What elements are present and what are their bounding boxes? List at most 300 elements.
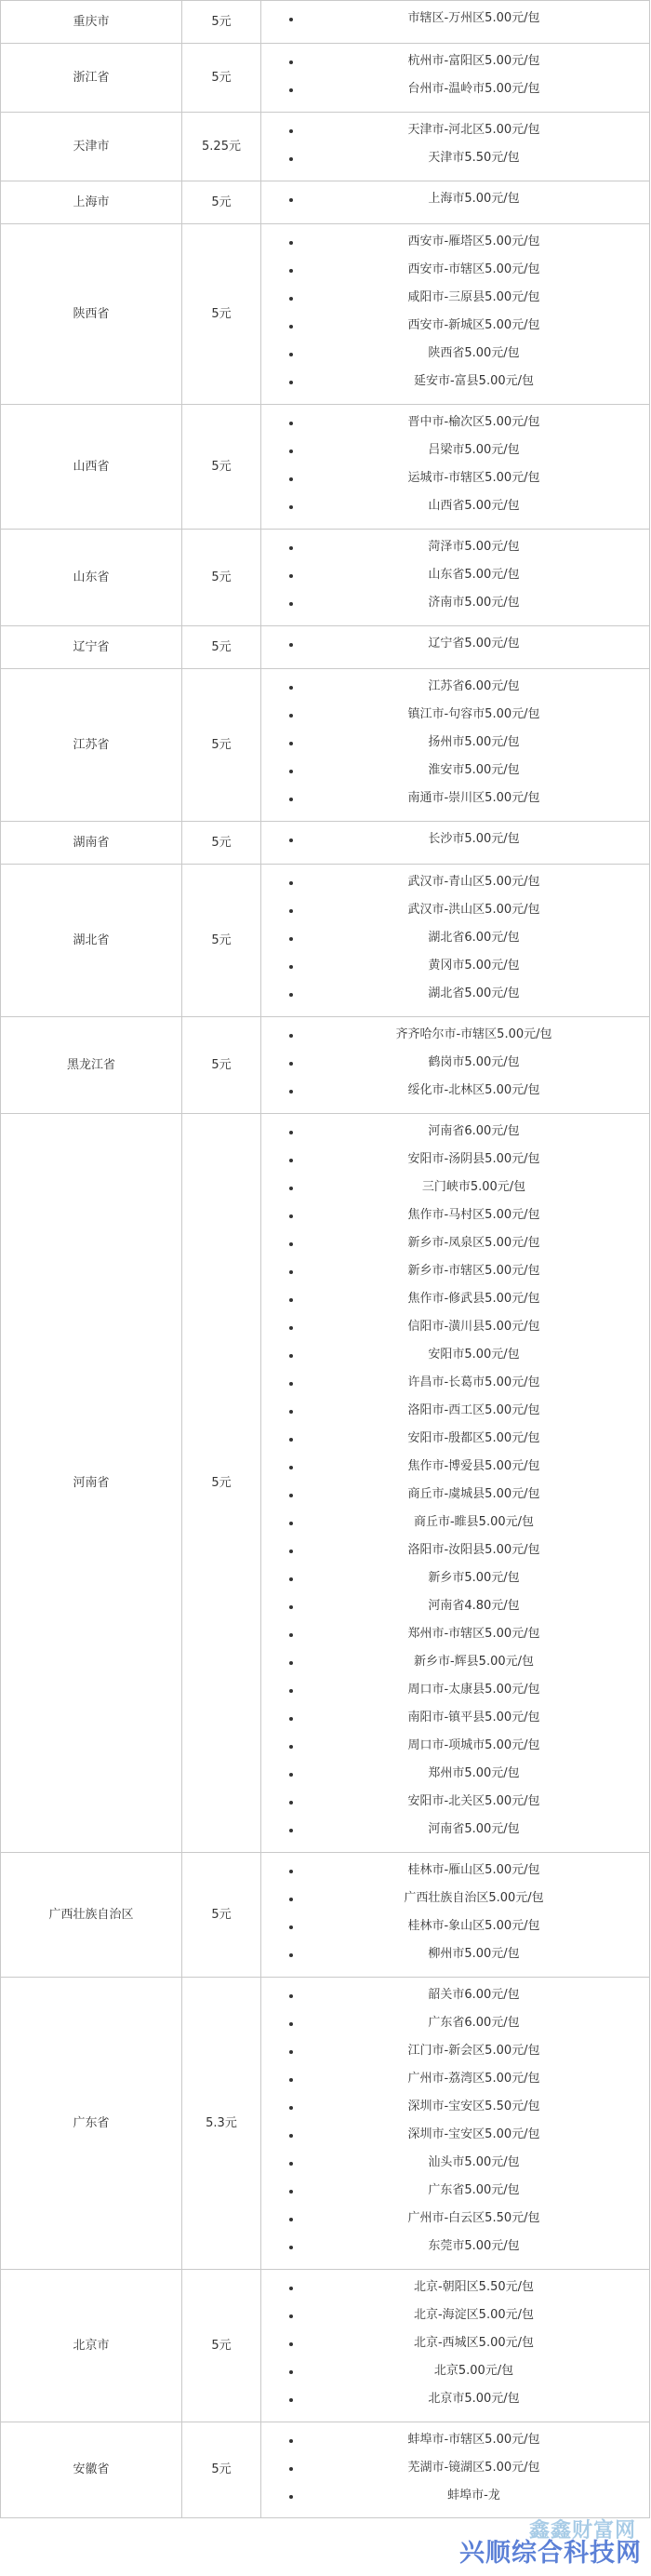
price-cell <box>182 113 261 181</box>
bullet-icon <box>289 1661 293 1665</box>
list-item <box>261 1021 649 1049</box>
average-price: 5元 <box>211 570 232 584</box>
bullet-icon <box>289 1577 293 1581</box>
bullet-icon <box>289 1326 293 1330</box>
location-price: 武汉市-青山区5.00元/包 <box>407 875 540 889</box>
location-price: 西安市-雁塔区5.00元/包 <box>407 235 540 248</box>
table-row <box>0 2269 650 2422</box>
location-price: 焦作市-马村区5.00元/包 <box>407 1208 540 1222</box>
list-item <box>261 75 649 103</box>
province-name: 安徽省 <box>73 2462 110 2476</box>
list-item <box>261 1509 649 1536</box>
list-item <box>261 2009 649 2037</box>
province-name: 北京市 <box>73 2338 110 2353</box>
bullet-icon <box>289 2218 293 2221</box>
province-cell <box>1 405 182 529</box>
province-name: 广东省 <box>73 2115 110 2130</box>
list-item <box>261 589 649 617</box>
location-price: 焦作市-博爱县5.00元/包 <box>407 1459 540 1473</box>
list-item <box>261 1536 649 1564</box>
province-cell <box>1 865 182 1016</box>
table-row <box>0 1977 650 2269</box>
list-item <box>261 2357 649 2385</box>
location-price: 深圳市-宝安区5.00元/包 <box>407 2127 540 2141</box>
location-price: 焦作市-修武县5.00元/包 <box>407 1292 540 1306</box>
location-price: 桂林市-雁山区5.00元/包 <box>407 1863 540 1877</box>
list-item <box>261 492 649 520</box>
location-price: 南通市-崇川区5.00元/包 <box>407 791 540 805</box>
bullet-icon <box>289 1298 293 1302</box>
list-item <box>261 1704 649 1732</box>
list-item <box>261 368 649 396</box>
list-item <box>261 464 649 492</box>
bullet-icon <box>289 2467 293 2471</box>
list-item <box>261 1077 649 1105</box>
list-item <box>261 1564 649 1592</box>
list-item <box>261 144 649 172</box>
location-price: 商丘市-睢县5.00元/包 <box>413 1515 535 1529</box>
price-cell <box>182 1978 261 2269</box>
bullet-icon <box>289 1994 293 1998</box>
list-item <box>261 630 649 658</box>
price-cell <box>182 626 261 668</box>
location-price: 广东省6.00元/包 <box>428 2016 520 2030</box>
location-price: 市辖区-万州区5.00元/包 <box>407 11 540 25</box>
bullet-icon <box>289 1131 293 1134</box>
list-item <box>261 1857 649 1885</box>
list-item <box>261 116 649 144</box>
table-row <box>0 223 650 404</box>
location-price: 信阳市-潢川县5.00元/包 <box>407 1320 540 1334</box>
locations-cell <box>261 2270 649 2422</box>
province-cell <box>1 1114 182 1852</box>
location-price: 蚌埠市-市辖区5.00元/包 <box>407 2433 540 2447</box>
location-price: 上海市5.00元/包 <box>428 192 520 206</box>
average-price: 5.25元 <box>202 139 241 154</box>
locations-cell <box>261 224 649 404</box>
list-item <box>261 1592 649 1620</box>
province-name: 湖南省 <box>73 835 110 850</box>
price-cell <box>182 1853 261 1977</box>
location-price: 河南省4.80元/包 <box>428 1599 520 1613</box>
bullet-icon <box>289 88 293 92</box>
location-price: 北京5.00元/包 <box>433 2364 514 2378</box>
location-price: 周口市-太康县5.00元/包 <box>407 1683 540 1697</box>
bullet-icon <box>289 2190 293 2194</box>
list-item <box>261 561 649 589</box>
bullet-icon <box>289 157 293 161</box>
list-item <box>261 1481 649 1509</box>
location-price: 齐齐哈尔市-市辖区5.00元/包 <box>395 1027 552 1041</box>
bullet-icon <box>289 1354 293 1358</box>
location-price: 菏泽市5.00元/包 <box>428 540 520 554</box>
list-item <box>261 2482 649 2510</box>
list-item <box>261 1146 649 1174</box>
bullet-icon <box>289 574 293 578</box>
bullet-icon <box>289 686 293 690</box>
bullet-icon <box>289 1410 293 1414</box>
location-price: 武汉市-洪山区5.00元/包 <box>407 903 540 917</box>
province-cell <box>1 669 182 821</box>
location-price: 淮安市5.00元/包 <box>428 763 520 777</box>
price-cell <box>182 530 261 625</box>
average-price: 5元 <box>211 2462 232 2476</box>
location-price: 延安市-富县5.00元/包 <box>413 374 535 388</box>
average-price: 5元 <box>211 737 232 752</box>
list-item <box>261 2177 649 2205</box>
price-cell <box>182 224 261 404</box>
bullet-icon <box>289 1090 293 1093</box>
location-price: 洛阳市-汝阳县5.00元/包 <box>407 1543 540 1557</box>
province-cell <box>1 181 182 223</box>
bullet-icon <box>289 198 293 202</box>
bullet-icon <box>289 2439 293 2443</box>
list-item <box>261 340 649 368</box>
table-row <box>0 625 650 668</box>
price-cell <box>182 865 261 1016</box>
location-price: 桂林市-象山区5.00元/包 <box>407 1919 540 1933</box>
bullet-icon <box>289 2370 293 2374</box>
province-name: 山东省 <box>73 570 110 584</box>
bullet-icon <box>289 2342 293 2346</box>
average-price: 5元 <box>211 1057 232 1072</box>
table-row <box>0 112 650 181</box>
average-price: 5元 <box>211 459 232 474</box>
list-item <box>261 1341 649 1369</box>
bullet-icon <box>289 2246 293 2249</box>
list-item <box>261 2329 649 2357</box>
list-item <box>261 2385 649 2413</box>
bullet-icon <box>289 1689 293 1693</box>
price-cell <box>182 181 261 223</box>
bullet-icon <box>289 1062 293 1066</box>
location-price: 新乡市-市辖区5.00元/包 <box>407 1264 540 1278</box>
list-item <box>261 436 649 464</box>
table-row <box>0 0 650 43</box>
list-item <box>261 1620 649 1648</box>
province-name: 天津市 <box>73 139 110 154</box>
bullet-icon <box>289 742 293 745</box>
locations-cell <box>261 44 649 112</box>
location-price: 湖北省5.00元/包 <box>428 986 520 1000</box>
location-price: 柳州市5.00元/包 <box>428 1947 520 1961</box>
province-cell <box>1 626 182 668</box>
location-price: 广东省5.00元/包 <box>428 2183 520 2197</box>
table-row <box>0 2422 650 2518</box>
province-cell <box>1 1 182 43</box>
list-item <box>261 952 649 980</box>
location-price: 南阳市-镇平县5.00元/包 <box>407 1711 540 1724</box>
bullet-icon <box>289 714 293 718</box>
list-item <box>261 1257 649 1285</box>
list-item <box>261 1885 649 1912</box>
location-price: 汕头市5.00元/包 <box>428 2155 520 2169</box>
location-price: 安阳市-殷都区5.00元/包 <box>407 1431 540 1445</box>
locations-cell <box>261 530 649 625</box>
location-price: 新乡市-辉县5.00元/包 <box>413 1655 535 1669</box>
locations-cell <box>261 1114 649 1852</box>
location-price: 天津市-河北区5.00元/包 <box>407 123 540 137</box>
bullet-icon <box>289 505 293 509</box>
bullet-icon <box>289 643 293 647</box>
province-cell <box>1 1978 182 2269</box>
location-price: 周口市-项城市5.00元/包 <box>407 1738 540 1752</box>
locations-cell <box>261 626 649 668</box>
location-price: 三门峡市5.00元/包 <box>421 1180 526 1194</box>
list-item <box>261 1313 649 1341</box>
average-price: 5.3元 <box>206 2115 237 2130</box>
province-name: 陕西省 <box>73 306 110 321</box>
province-name: 黑龙江省 <box>66 1057 115 1072</box>
location-price: 新乡市5.00元/包 <box>428 1571 520 1585</box>
location-price: 鹤岗市5.00元/包 <box>428 1055 520 1069</box>
bullet-icon <box>289 965 293 969</box>
list-item <box>261 673 649 701</box>
location-price: 北京-西城区5.00元/包 <box>413 2336 535 2350</box>
bullet-icon <box>289 1898 293 1901</box>
location-price: 咸阳市-三原县5.00元/包 <box>407 290 540 304</box>
list-item <box>261 2037 649 2065</box>
table-row <box>0 43 650 112</box>
list-item <box>261 1912 649 1940</box>
average-price: 5元 <box>211 70 232 85</box>
bullet-icon <box>289 2162 293 2166</box>
table-row <box>0 404 650 529</box>
bullet-icon <box>289 1773 293 1777</box>
locations-cell <box>261 669 649 821</box>
bullet-icon <box>289 422 293 425</box>
province-name: 辽宁省 <box>73 639 110 654</box>
location-price: 长沙市5.00元/包 <box>428 832 520 846</box>
locations-cell <box>261 1 649 43</box>
list-item <box>261 924 649 952</box>
list-item <box>261 1788 649 1816</box>
list-item <box>261 729 649 757</box>
province-cell <box>1 2270 182 2422</box>
bullet-icon <box>289 2022 293 2026</box>
list-item <box>261 47 649 75</box>
bullet-icon <box>289 546 293 550</box>
table-row <box>0 529 650 625</box>
bullet-icon <box>289 297 293 301</box>
list-item <box>261 785 649 812</box>
location-price: 西安市-新城区5.00元/包 <box>407 318 540 332</box>
list-item <box>261 2233 649 2261</box>
list-item <box>261 256 649 284</box>
table-row <box>0 1113 650 1852</box>
location-price: 安阳市5.00元/包 <box>428 1348 520 1362</box>
average-price: 5元 <box>211 1907 232 1922</box>
locations-cell <box>261 405 649 529</box>
province-name: 上海市 <box>73 195 110 209</box>
list-item <box>261 2149 649 2177</box>
average-price: 5元 <box>211 14 232 29</box>
bullet-icon <box>289 353 293 356</box>
location-price: 芜湖市-镜湖区5.00元/包 <box>407 2461 540 2475</box>
bullet-icon <box>289 1466 293 1469</box>
location-price: 郑州市5.00元/包 <box>428 1766 520 1780</box>
price-cell <box>182 669 261 821</box>
bullet-icon <box>289 909 293 913</box>
list-item <box>261 2426 649 2454</box>
table-row <box>0 821 650 864</box>
province-name: 山西省 <box>73 459 110 474</box>
list-item <box>261 1201 649 1229</box>
location-price: 河南省5.00元/包 <box>428 1822 520 1836</box>
bullet-icon <box>289 1438 293 1442</box>
bullet-icon <box>289 1214 293 1218</box>
average-price: 5元 <box>211 2338 232 2353</box>
table-row <box>0 181 650 223</box>
location-price: 商丘市-虞城县5.00元/包 <box>407 1487 540 1501</box>
location-price: 山西省5.00元/包 <box>428 499 520 513</box>
average-price: 5元 <box>211 1475 232 1490</box>
bullet-icon <box>289 129 293 133</box>
list-item <box>261 2274 649 2301</box>
locations-cell <box>261 1017 649 1113</box>
location-price: 江苏省6.00元/包 <box>428 679 520 693</box>
watermark <box>432 2515 645 2570</box>
locations-cell <box>261 2422 649 2517</box>
list-item <box>261 1981 649 2009</box>
price-cell <box>182 2422 261 2517</box>
list-item <box>261 1676 649 1704</box>
list-item <box>261 1425 649 1453</box>
bullet-icon <box>289 1522 293 1525</box>
list-item <box>261 825 649 853</box>
bullet-icon <box>289 1870 293 1873</box>
bullet-icon <box>289 2314 293 2318</box>
location-price: 北京市5.00元/包 <box>428 2392 520 2406</box>
locations-cell <box>261 822 649 864</box>
list-item <box>261 1229 649 1257</box>
bullet-icon <box>289 2078 293 2082</box>
location-price: 广州市-荔湾区5.00元/包 <box>407 2072 540 2086</box>
average-price: 5元 <box>211 932 232 947</box>
list-item <box>261 2065 649 2093</box>
bullet-icon <box>289 2398 293 2402</box>
location-price: 新乡市-凤泉区5.00元/包 <box>407 1236 540 1250</box>
list-item <box>261 533 649 561</box>
bullet-icon <box>289 1550 293 1553</box>
watermark-text: 兴顺综合科技网 <box>459 2539 642 2568</box>
province-name: 广西壮族自治区 <box>48 1907 134 1922</box>
list-item <box>261 1285 649 1313</box>
location-price: 天津市5.50元/包 <box>428 151 520 165</box>
price-cell <box>182 1017 261 1113</box>
bullet-icon <box>289 1953 293 1957</box>
location-price: 安阳市-北关区5.00元/包 <box>407 1794 540 1808</box>
list-item <box>261 1453 649 1481</box>
bullet-icon <box>289 2050 293 2054</box>
list-item <box>261 868 649 896</box>
bullet-icon <box>289 839 293 842</box>
bullet-icon <box>289 381 293 384</box>
list-item <box>261 185 649 213</box>
list-item <box>261 757 649 785</box>
location-price: 西安市-市辖区5.00元/包 <box>407 262 540 276</box>
province-cell <box>1 1017 182 1113</box>
location-price: 河南省6.00元/包 <box>428 1124 520 1138</box>
location-price: 辽宁省5.00元/包 <box>428 637 520 651</box>
average-price: 5元 <box>211 306 232 321</box>
list-item <box>261 1118 649 1146</box>
list-item <box>261 896 649 924</box>
province-cell <box>1 1853 182 1977</box>
bullet-icon <box>289 477 293 481</box>
list-item <box>261 1940 649 1968</box>
locations-cell <box>261 865 649 1016</box>
location-price: 北京-海淀区5.00元/包 <box>413 2308 535 2322</box>
bullet-icon <box>289 1034 293 1038</box>
bullet-icon <box>289 1242 293 1246</box>
list-item <box>261 5 649 33</box>
table-row <box>0 1852 650 1977</box>
bullet-icon <box>289 269 293 273</box>
list-item <box>261 1760 649 1788</box>
average-price: 5元 <box>211 639 232 654</box>
location-price: 济南市5.00元/包 <box>428 596 520 610</box>
bullet-icon <box>289 2134 293 2138</box>
watermark-logo: 鑫鑫财富网 <box>528 2519 636 2542</box>
list-item <box>261 701 649 729</box>
bullet-icon <box>289 937 293 941</box>
list-item <box>261 1816 649 1844</box>
bullet-icon <box>289 60 293 64</box>
location-price: 绥化市-北林区5.00元/包 <box>407 1083 540 1097</box>
list-item <box>261 409 649 436</box>
average-price: 5元 <box>211 195 232 209</box>
province-cell <box>1 530 182 625</box>
bullet-icon <box>289 1382 293 1386</box>
list-item <box>261 1174 649 1201</box>
list-item <box>261 2301 649 2329</box>
province-name: 湖北省 <box>73 932 110 947</box>
bullet-icon <box>289 1187 293 1190</box>
location-price: 陕西省5.00元/包 <box>428 346 520 360</box>
bullet-icon <box>289 1270 293 1274</box>
province-name: 重庆市 <box>73 14 110 29</box>
location-price: 郑州市-市辖区5.00元/包 <box>407 1627 540 1641</box>
location-price: 湖北省6.00元/包 <box>428 931 520 945</box>
bullet-icon <box>289 1745 293 1749</box>
bullet-icon <box>289 1925 293 1929</box>
location-price: 吕梁市5.00元/包 <box>428 443 520 457</box>
bullet-icon <box>289 241 293 245</box>
list-item <box>261 2454 649 2482</box>
location-price: 许昌市-长葛市5.00元/包 <box>407 1375 540 1389</box>
table-row <box>0 864 650 1016</box>
list-item <box>261 2205 649 2233</box>
bullet-icon <box>289 18 293 21</box>
bullet-icon <box>289 2106 293 2110</box>
bullet-icon <box>289 449 293 453</box>
list-item <box>261 980 649 1008</box>
location-price: 东莞市5.00元/包 <box>428 2239 520 2253</box>
locations-cell <box>261 1978 649 2269</box>
bullet-icon <box>289 1605 293 1609</box>
list-item <box>261 1049 649 1077</box>
bullet-icon <box>289 1159 293 1162</box>
list-item <box>261 2093 649 2121</box>
province-name: 河南省 <box>73 1475 110 1490</box>
bullet-icon <box>289 1829 293 1832</box>
list-item <box>261 228 649 256</box>
province-cell <box>1 113 182 181</box>
price-cell <box>182 2270 261 2422</box>
location-price: 黄冈市5.00元/包 <box>428 959 520 973</box>
bullet-icon <box>289 602 293 606</box>
